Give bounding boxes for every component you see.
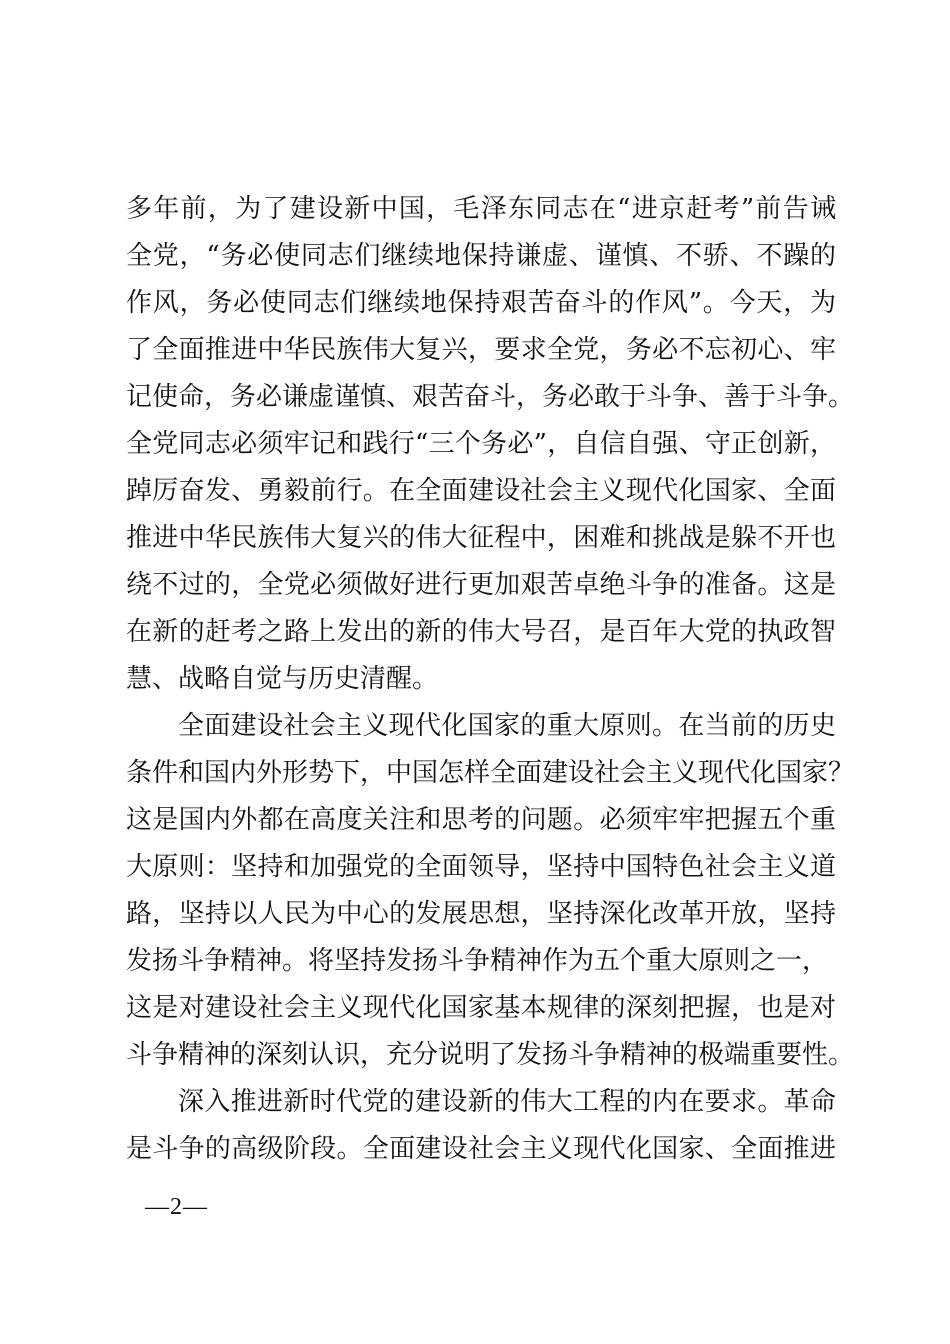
paragraph-heading-line: 全面建设社会主义现代化国家的重大原则。在当前的历史 xyxy=(178,711,836,741)
text-line: 推进中华民族伟大复兴的伟大征程中，困难和挑战是躲不开也 xyxy=(126,523,836,553)
text-line: 这是国内外都在高度关注和思考的问题。必须牢牢把握五个重 xyxy=(126,805,836,835)
page-number: —2— xyxy=(145,1194,208,1220)
text-line: 多年前，为了建设新中国，毛泽东同志在“进京赶考”前告诫 xyxy=(126,194,836,224)
text-line: 绕不过的，全党必须做好进行更加艰苦卓绝斗争的准备。这是 xyxy=(126,570,836,600)
body-text xyxy=(126,186,855,1173)
text-line: 记使命，务必谦虚谨慎、艰苦奋斗，务必敢于斗争、善于斗争。 xyxy=(126,382,855,412)
text-line: 发扬斗争精神。将坚持发扬斗争精神作为五个重大原则之一， xyxy=(126,946,829,976)
text-line: 全党，“务必使同志们继续地保持谦虚、谨慎、不骄、不躁的 xyxy=(126,241,836,271)
text-line: 是斗争的高级阶段。全面建设社会主义现代化国家、全面推进 xyxy=(126,1134,836,1164)
text-line: 慧、战略自觉与历史清醒。 xyxy=(126,664,439,694)
paragraph-heading-line: 深入推进新时代党的建设新的伟大工程的内在要求。革命 xyxy=(178,1087,836,1117)
text-line: 了全面推进中华民族伟大复兴，要求全党，务必不忘初心、牢 xyxy=(126,335,836,365)
text-line: 路，坚持以人民为中心的发展思想，坚持深化改革开放，坚持 xyxy=(126,899,836,929)
text-line: 这是对建设社会主义现代化国家基本规律的深刻把握，也是对 xyxy=(126,993,836,1023)
text-line: 在新的赶考之路上发出的新的伟大号召，是百年大党的执政智 xyxy=(126,617,836,647)
text-line: 全党同志必须牢记和践行“三个务必”，自信自强、守正创新， xyxy=(126,429,836,459)
text-line: 踔厉奋发、勇毅前行。在全面建设社会主义现代化国家、全面 xyxy=(126,476,836,506)
text-line: 条件和国内外形势下，中国怎样全面建设社会主义现代化国家？ xyxy=(126,758,855,788)
text-line: 大原则：坚持和加强党的全面领导，坚持中国特色社会主义道 xyxy=(126,852,836,882)
text-line: 斗争精神的深刻认识，充分说明了发扬斗争精神的极端重要性。 xyxy=(126,1040,855,1070)
text-line: 作风，务必使同志们继续地保持艰苦奋斗的作风”。今天，为 xyxy=(126,288,836,318)
